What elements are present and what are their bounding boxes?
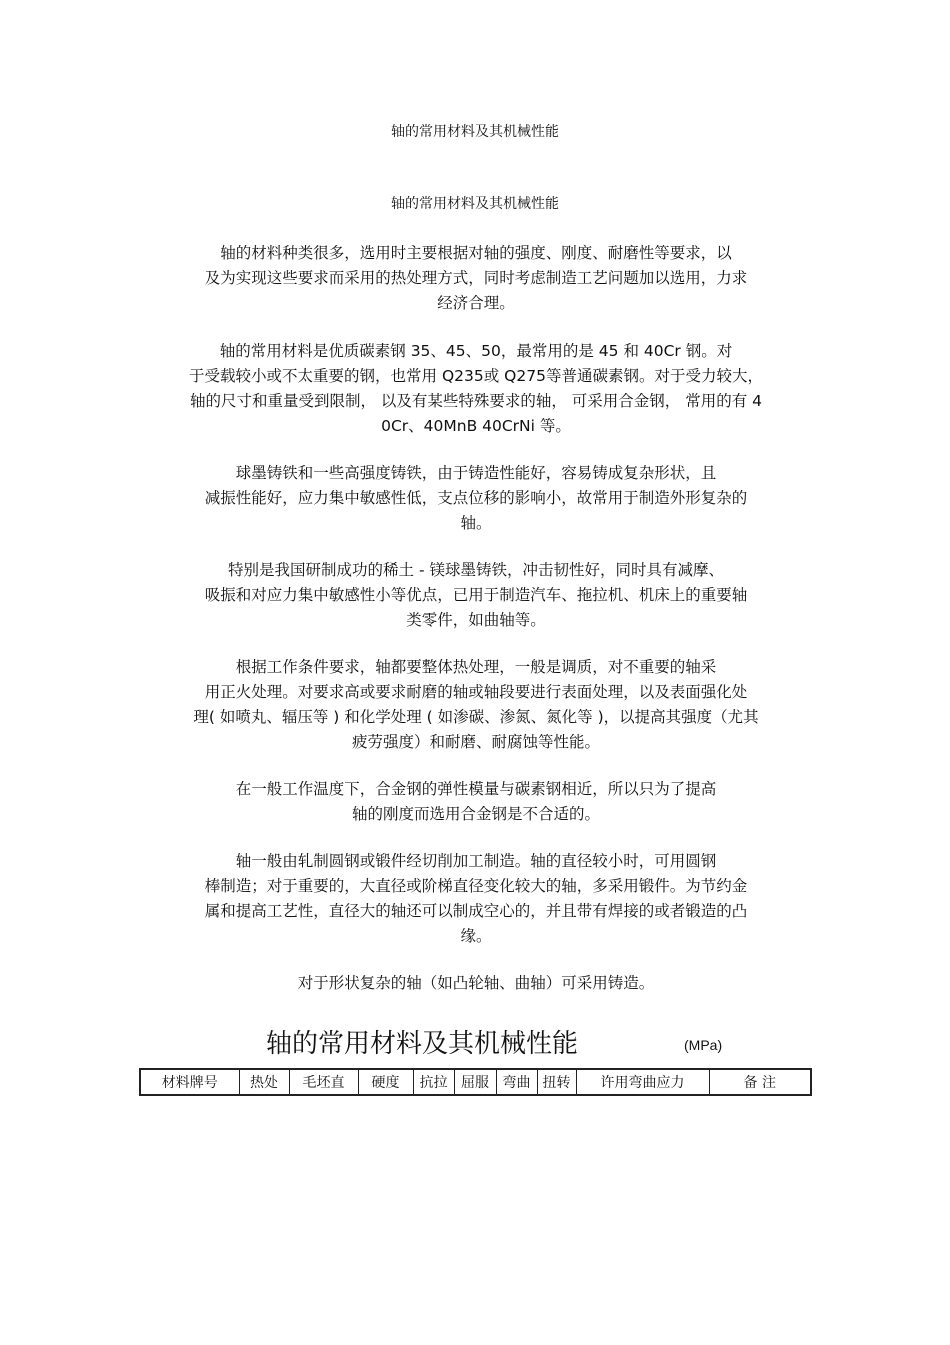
text-line: 经济合理。 — [437, 294, 515, 312]
text-line: 轴的刚度而选用合金钢是不合适的。 — [351, 805, 600, 823]
column-header-allowable-bending-stress: 许用弯曲应力 — [576, 1069, 709, 1095]
table-unit: (MPa) — [684, 1037, 723, 1053]
paragraph-cast-iron — [138, 461, 814, 536]
table-header-row — [140, 1069, 811, 1095]
text-line: 球墨铸铁和一些高强度铸铁，由于铸造性能好，容易铸成复杂形状，且 — [235, 464, 717, 482]
table-caption — [0, 1026, 950, 1066]
column-header-tensile: 抗拉 — [413, 1069, 454, 1095]
text-line: 吸振和对应力集中敏感性小等优点，已用于制造汽车、拖拉机、机床上的重要轴 — [204, 586, 748, 604]
text-line: 轴的材料种类很多，选用时主要根据对轴的强度、刚度、耐磨性等要求，以 — [220, 244, 732, 262]
column-header-heat-treatment: 热处 — [239, 1069, 289, 1095]
material-properties-table — [139, 1068, 812, 1096]
text-line: 棒制造；对于重要的，大直径或阶梯直径变化较大的轴，多采用锻件。为节约金 — [204, 877, 748, 895]
text-line: 及为实现这些要求而采用的热处理方式，同时考虑制造工艺问题加以选用，力求 — [204, 269, 748, 287]
paragraph-rare-earth-iron — [138, 558, 814, 633]
text-line: 0Cr、40MnB 40CrNi 等。 — [381, 417, 571, 435]
section-title: 轴的常用材料及其机械性能 — [391, 196, 559, 212]
column-header-bending: 弯曲 — [496, 1069, 537, 1095]
column-header-grade: 材料牌号 — [140, 1069, 239, 1095]
paragraph-heat-treatment — [138, 655, 814, 755]
document-header-title: 轴的常用材料及其机械性能 — [391, 124, 559, 140]
text-line: 轴的常用材料是优质碳素钢 35、45、50，最常用的是 45 和 40Cr 钢。对 — [219, 342, 733, 360]
column-header-torsion: 扭转 — [537, 1069, 576, 1095]
paragraph-elastic-modulus — [138, 777, 814, 827]
text-line: 疲劳强度）和耐磨、耐腐蚀等性能。 — [351, 733, 600, 751]
text-line: 缘。 — [460, 927, 492, 945]
column-header-hardness: 硬度 — [358, 1069, 413, 1095]
paragraph-material-overview — [138, 241, 814, 316]
text-line: 对于形状复杂的轴（如凸轮轴、曲轴）可采用铸造。 — [297, 974, 655, 992]
text-line: 用正火处理。对要求高或要求耐磨的轴或轴段要进行表面处理，以及表面强化处 — [204, 683, 748, 701]
table-title: 轴的常用材料及其机械性能 — [266, 1029, 579, 1059]
text-line: 轴的尺寸和重量受到限制， 以及有某些特殊要求的轴， 可采用合金钢， 常用的有 4 — [189, 392, 763, 410]
column-header-blank-diameter: 毛坯直 — [289, 1069, 358, 1095]
text-line: 轴。 — [460, 514, 492, 532]
text-line: 于受载较小或不太重要的钢，也常用 Q235或 Q275等普通碳素钢。对于受力较大， — [189, 367, 763, 385]
paragraph-manufacturing — [138, 849, 814, 949]
text-line: 类零件，如曲轴等。 — [406, 611, 546, 629]
text-line: 属和提高工艺性，直径大的轴还可以制成空心的，并且带有焊接的或者锻造的凸 — [204, 902, 748, 920]
text-line: 轴一般由轧制圆钢或锻件经切削加工制造。轴的直径较小时，可用圆钢 — [235, 852, 717, 870]
text-line: 在一般工作温度下，合金钢的弹性模量与碳素钢相近，所以只为了提高 — [235, 780, 717, 798]
text-line: 特别是我国研制成功的稀土 - 镁球墨铸铁，冲击韧性好，同时具有减摩、 — [228, 561, 724, 579]
text-line: 理( 如喷丸、辐压等 ) 和化学处理 ( 如渗碳、渗氮、氮化等 )，以提高其强度（尤其 — [193, 708, 759, 726]
text-line: 根据工作条件要求，轴都要整体热处理，一般是调质，对不重要的轴采 — [235, 658, 717, 676]
text-line: 减振性能好，应力集中敏感性低，支点位移的影响小，故常用于制造外形复杂的 — [204, 489, 748, 507]
column-header-yield: 屈服 — [454, 1069, 496, 1095]
paragraph-common-steels — [138, 339, 814, 439]
paragraph-casting — [138, 971, 814, 996]
column-header-remarks: 备 注 — [709, 1069, 811, 1095]
